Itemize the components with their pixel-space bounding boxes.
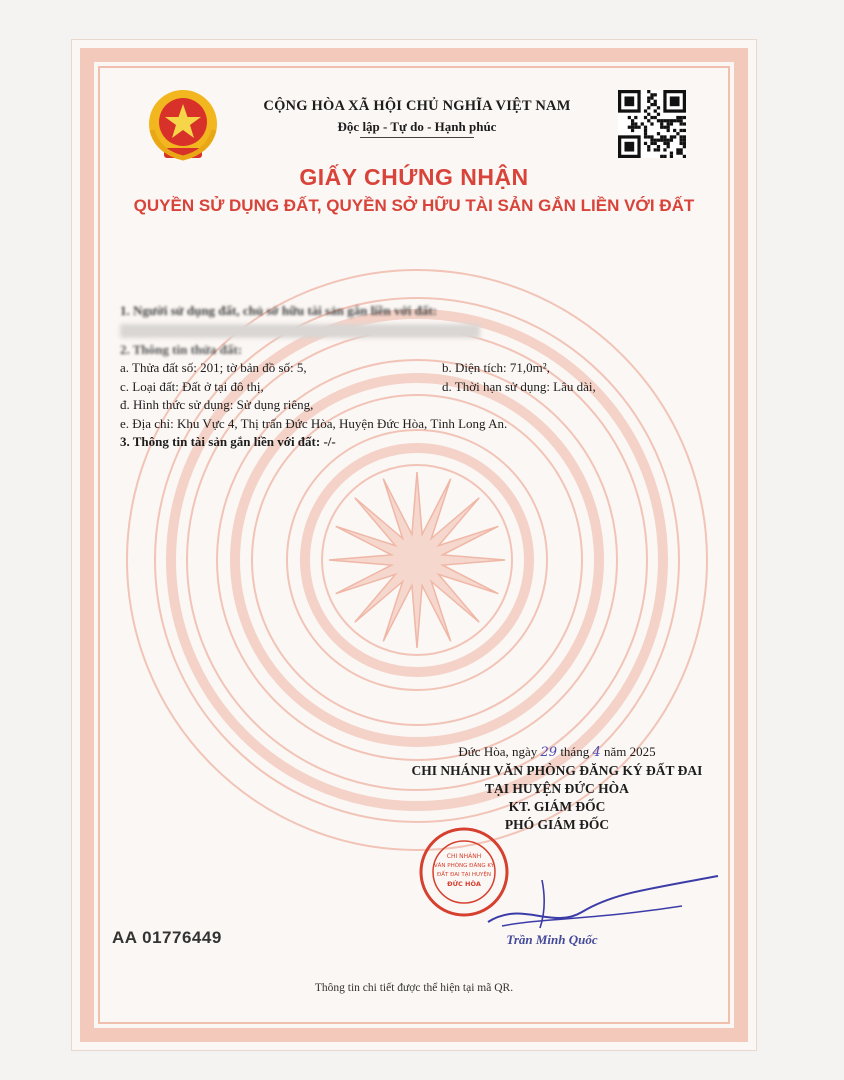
handwritten-month: 4 (592, 745, 601, 760)
signature-icon (482, 860, 722, 940)
land-address: e. Địa chỉ: Khu Vực 4, Thị trấn Đức Hòa, Huyện Đức Hòa, Tỉnh Long An. (120, 415, 508, 431)
handwritten-day: 29 (540, 745, 558, 760)
qr-code-icon[interactable] (618, 90, 686, 158)
land-area: b. Diện tích: 71,0m², (442, 360, 550, 375)
motto-underline (360, 137, 474, 138)
svg-text:ĐỨC HÒA: ĐỨC HÒA (447, 880, 481, 888)
certificate-sheet (72, 40, 756, 1050)
land-type: c. Loại đất: Đất ở tại đô thị, (120, 378, 264, 394)
signing-block (362, 744, 752, 834)
section-2-heading: 2. Thông tin thửa đất: (120, 341, 243, 357)
svg-text:ĐẤT ĐAI TẠI HUYỆN: ĐẤT ĐAI TẠI HUYỆN (436, 872, 492, 878)
certificate-subtitle: QUYỀN SỬ DỤNG ĐẤT, QUYỀN SỞ HỮU TÀI SẢN GẮN LIỀN VỚI ĐẤT (133, 196, 695, 215)
office-name-line2: TẠI HUYỆN ĐỨC HÒA (485, 781, 629, 796)
national-emblem-icon (142, 86, 224, 168)
svg-text:CHI NHÁNH: CHI NHÁNH (446, 853, 482, 860)
certificate-body (120, 302, 720, 452)
signer-name: Trần Minh Quốc (506, 932, 598, 947)
section-1-heading: 1. Người sử dụng đất, chủ sở hữu tài sản gắn liền với đất: (120, 303, 437, 318)
usage-term: d. Thời hạn sử dụng: Lâu dài, (442, 378, 596, 394)
country-name: CỘNG HÒA XÃ HỘI CHỦ NGHĨA VIỆT NAM (263, 98, 571, 114)
section-3-heading: 3. Thông tin tài sản gắn liền với đất: -/- (120, 434, 336, 449)
parcel-number: a. Thửa đất số: 201; tờ bản đồ số: 5, (120, 360, 307, 375)
serial-number: AA 01776449 (112, 928, 222, 947)
owner-name-redacted (120, 321, 720, 341)
usage-form: đ. Hình thức sử dụng: Sử dụng riêng, (120, 397, 314, 412)
office-name-line1: CHI NHÁNH VĂN PHÒNG ĐĂNG KÝ ĐẤT ĐAI (411, 763, 703, 778)
certificate-title: GIẤY CHỨNG NHẬN (299, 164, 529, 190)
qr-footer-note: Thông tin chi tiết được thể hiện tại mã QR. (314, 982, 514, 994)
national-motto: Độc lập - Tự do - Hạnh phúc (337, 119, 497, 134)
role-line2: PHÓ GIÁM ĐỐC (504, 817, 610, 832)
role-line1: KT. GIÁM ĐỐC (508, 799, 606, 814)
place-and-date: Đức Hòa, ngày 29 tháng 4 năm 2025 (458, 744, 656, 760)
svg-text:VĂN PHÒNG ĐĂNG KÝ: VĂN PHÒNG ĐĂNG KÝ (433, 863, 495, 869)
